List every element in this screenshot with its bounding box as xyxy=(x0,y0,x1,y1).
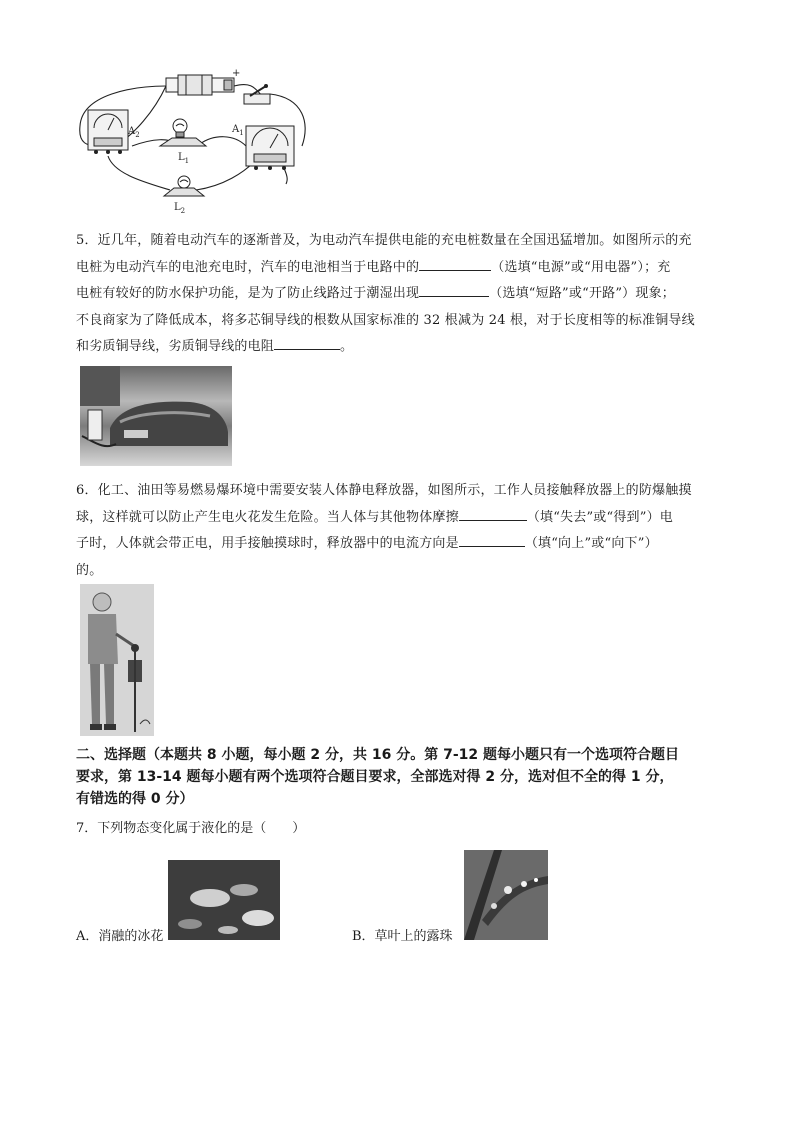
q6-line-2: 球，这样就可以防止产生电火花发生危险。当人体与其他物体摩擦 （填“失去”或“得到”）电 xyxy=(76,505,724,532)
dewdrop-grass-photo xyxy=(464,850,548,940)
label-l2: $L_2$ xyxy=(174,202,186,215)
section-2-line-1: 二、选择题（本题共 8 小题，每小题 2 分，共 16 分。第 7-12 题每小题只有一个选项符合题目 xyxy=(76,747,679,763)
q5-line-1: 5．近几年，随着电动汽车的逐渐普及，为电动汽车提供电能的充电桩数量在全国迅猛增加。如图所示的充 xyxy=(76,233,692,248)
option-b-label[interactable]: B．草叶上的露珠 xyxy=(352,929,453,944)
battery xyxy=(166,75,234,95)
q5-line-5: 和劣质铜导线，劣质铜导线的电阻 。 xyxy=(76,334,724,361)
ammeter-a1 xyxy=(246,126,294,170)
switch xyxy=(244,84,270,104)
answer-blank-fault-type[interactable] xyxy=(419,281,489,297)
q6-line-3: 子时，人体就会带正电，用手接触摸球时，释放器中的电流方向是 （填“向上”或“向下”） xyxy=(76,531,724,558)
q5-line-3: 电桩有较好的防水保护功能，是为了防止线路过于潮湿出现 （选填“短路”或“开路”）现象； xyxy=(76,281,724,308)
option-a-label[interactable]: A．消融的冰花 xyxy=(76,929,164,944)
answer-blank-electron[interactable] xyxy=(459,505,527,521)
static-discharger-photo xyxy=(80,584,154,736)
bulb-l2 xyxy=(164,176,204,196)
charging-car-photo xyxy=(80,366,232,466)
answer-blank-current-direction[interactable] xyxy=(459,531,525,547)
q5-line-2: 电桩为电动汽车的电池充电时，汽车的电池相当于电路中的 （选填“电源”或“用电器”）；充 xyxy=(76,255,724,282)
question-5 xyxy=(76,228,724,361)
section-2-line-2: 要求，第 13-14 题每小题有两个选项符合题目要求，全部选对得 2 分，选对但不全的得 1 分， xyxy=(76,769,674,785)
answer-blank-resistance[interactable] xyxy=(274,334,340,350)
circuit-diagram xyxy=(74,64,314,220)
bulb-l1 xyxy=(160,119,206,146)
q6-line-4: 的。 xyxy=(76,562,103,578)
melting-ice-photo xyxy=(168,860,280,940)
answer-blank-power-role[interactable] xyxy=(419,255,491,271)
section-2-line-3: 有错选的得 0 分） xyxy=(76,791,194,807)
label-a2: $A_2$ xyxy=(128,126,140,139)
q6-line-1: 6．化工、油田等易燃易爆环境中需要安装人体静电释放器，如图所示，工作人员接触释放器上的防爆触摸 xyxy=(76,483,692,498)
label-a1: $A_1$ xyxy=(232,124,244,137)
label-plus: + xyxy=(232,68,241,79)
question-6 xyxy=(76,478,724,584)
ammeter-a2 xyxy=(88,110,128,154)
section-2-heading xyxy=(76,744,724,810)
q7-stem: 7．下列物态变化属于液化的是（ ） xyxy=(76,821,306,836)
q5-line-4: 不良商家为了降低成本，将多芯铜导线的根数从国家标准的 32 根减为 24 根，对于长度相等的标准铜导线 xyxy=(76,312,695,328)
label-l1: $L_1$ xyxy=(178,152,190,165)
